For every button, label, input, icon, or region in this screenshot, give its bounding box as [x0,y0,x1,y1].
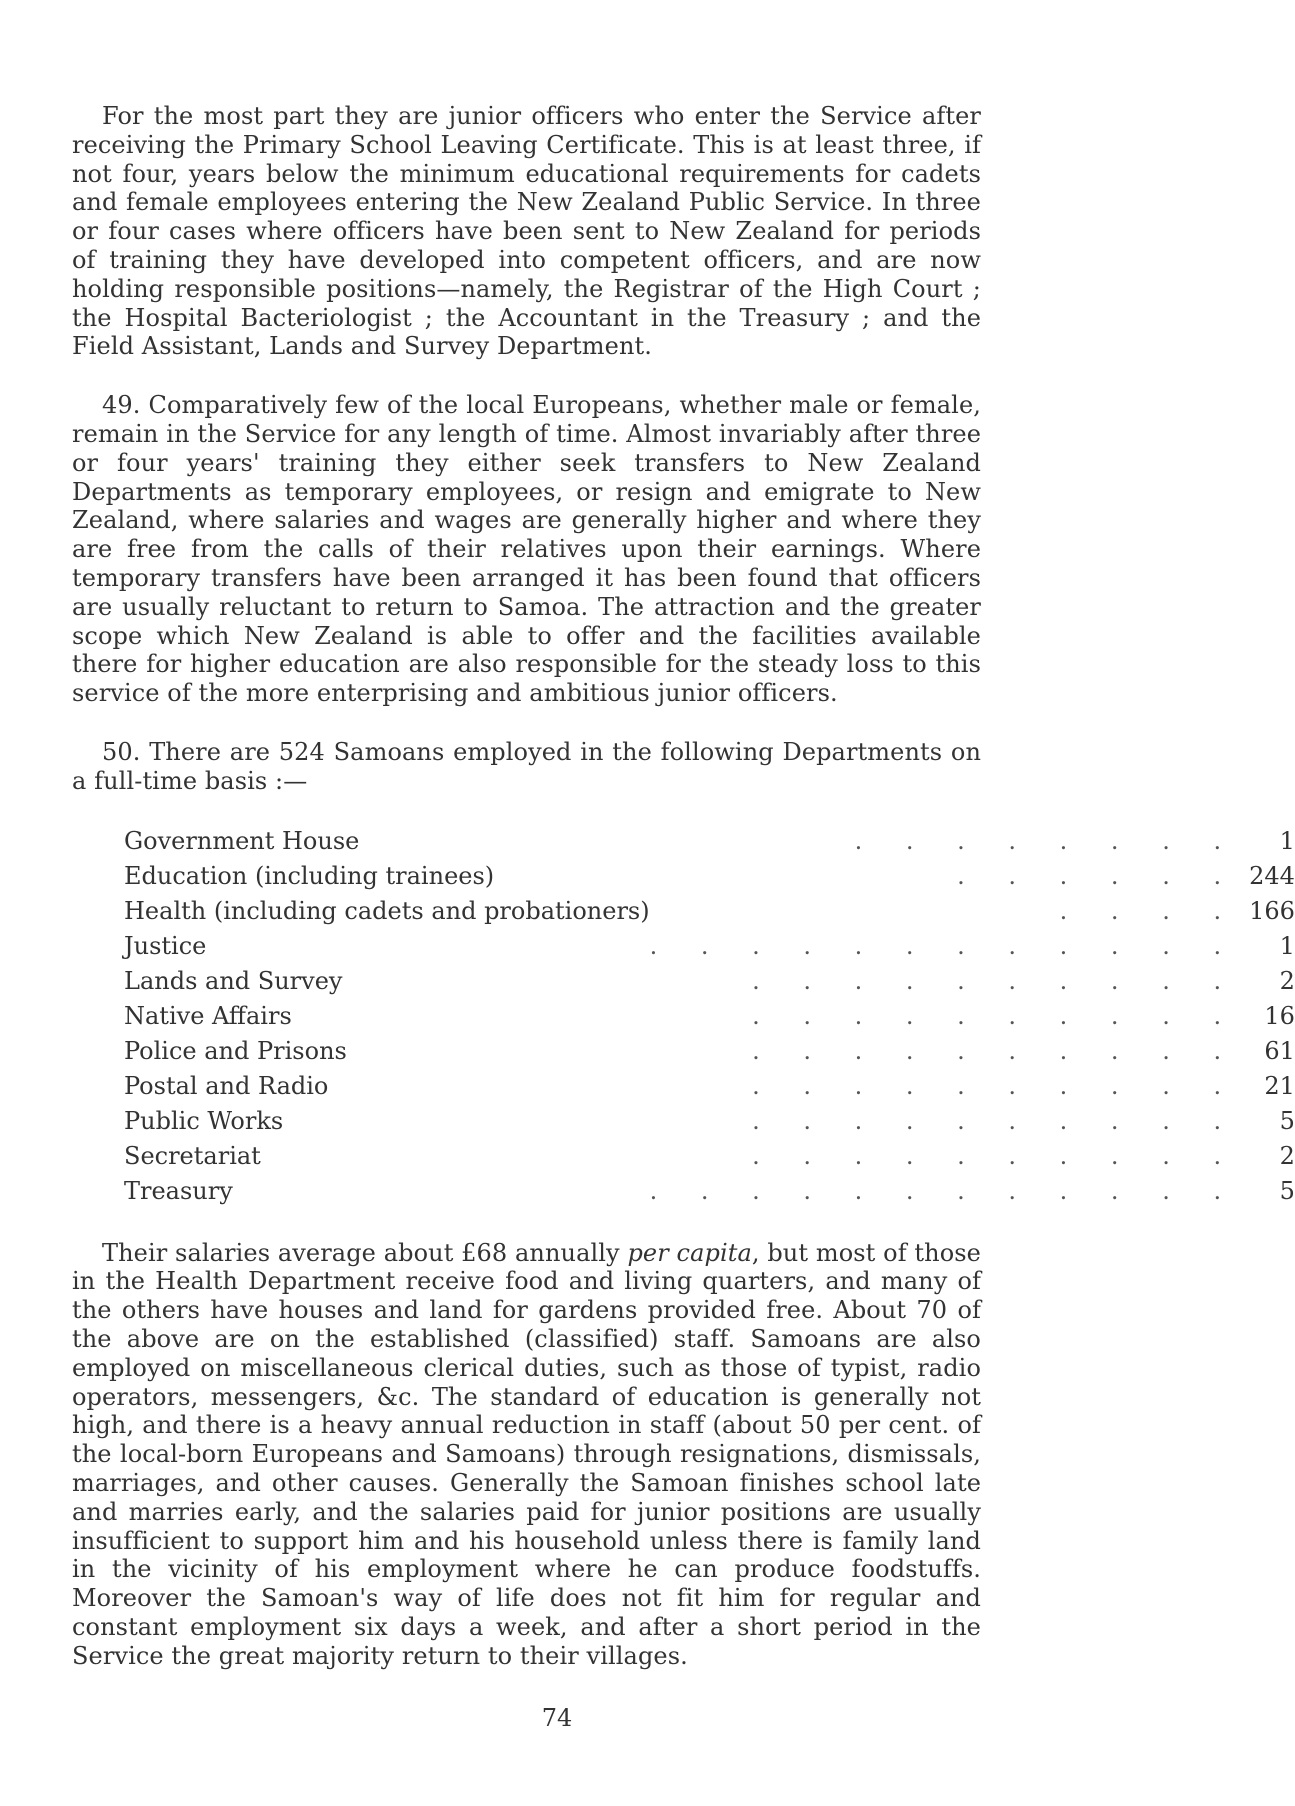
leader-dots: . . . . . . . . [854,827,1240,856]
paragraph-49: 49. Comparatively few of the local Europeans, whether male or female, remain in the Service for any length of time. Almost invariably after three or four years' training they either seek transfers to New Zealand Departments as temporary employees, or resign and emigrate to New Zealand, where salaries and wages are generally higher and where they are free from the calls of their relatives upon their earnings. Where temporary transfers have been arranged it has been found that officers are usually reluctant to return to Samoa. The attraction and the greater scope which New Zealand is able to offer and the facilities available there for higher education are also responsible for the steady loss to this service of the more enterprising and ambitious junior officers. [72,391,981,708]
department-count: 16 [1264,1002,1295,1031]
table-row [124,964,1295,999]
table-row [124,894,1295,929]
leader-dots: . . . . . . . . . . [752,1072,1240,1101]
leader-dots: . . . . . . . . . . . . [649,932,1240,961]
leader-dots: . . . . . . . . . . [752,1002,1240,1031]
paragraph-gap [72,708,981,738]
paragraph-gap [72,1209,981,1239]
department-name: Health (including cadets and probationers) [124,897,650,926]
leader-dots: . . . . . . . . . . . . [649,1177,1240,1206]
paragraph-gap [72,796,981,824]
department-name: Lands and Survey [124,967,343,996]
table-row [124,929,1295,964]
departments-table [124,824,1295,1209]
department-name: Postal and Radio [124,1072,329,1101]
page-number: 74 [541,1704,573,1732]
department-count: 2 [1279,1142,1295,1171]
department-count: 21 [1264,1072,1295,1101]
department-count: 166 [1249,897,1295,926]
table-row [124,1139,1295,1174]
department-name: Government House [124,827,360,856]
paragraph-officers: For the most part they are junior officers who enter the Service after receiving the Primary School Leaving Certificate. This is at least three, if not four, years below the minimum educational requirements for cadets and female employees entering the New Zealand Public Service. In three or four cases where officers have been sent to New Zealand for periods of training they have developed into competent officers, and are now holding responsible positions—namely, the Registrar of the High Court ; the Hospital Bacteriologist ; the Accountant in the Treasury ; and the Field Assistant, Lands and Survey Department. [72,102,981,361]
table-row [124,1104,1295,1139]
salaries-text-end: , but most of those in the Health Department receive food and living quarters, and many of the others have houses and land for gardens provided free. About 70 of the above are on the established (classified) staff. Samoans are also employed on miscellaneous clerical duties, such as those of typist, radio operators, messengers, &c. The standard of education is generally not high, and there is a heavy annual reduction in staff (about 50 per cent. of the local-born Europeans and Samoans) through resignations, dismissals, marriages, and other causes. Generally the Samoan finishes school late and marries early, and the salaries paid for junior positions are usually insufficient to support him and his household unless there is family land in the vicinity of his employment where he can produce foodstuffs. Moreover the Samoan's way of life does not fit him for regular and constant employment six days a week, and after a short period in the Service the great majority return to their villages. [72,1238,981,1670]
table-row [124,999,1295,1034]
leader-dots: . . . . . . [957,862,1240,891]
table-row [124,1034,1295,1069]
department-name: Secretariat [124,1142,261,1171]
department-count: 244 [1249,862,1295,891]
table-row [124,824,1295,859]
table-row [124,859,1295,894]
per-capita-italic: per capita [627,1238,752,1267]
department-name: Public Works [124,1107,284,1136]
department-name: Native Affairs [124,1002,292,1031]
document-page [72,102,1295,1670]
department-name: Police and Prisons [124,1037,347,1066]
paragraph-gap [72,361,981,391]
salaries-text-start: Their salaries average about £68 annually [102,1238,628,1267]
department-name: Justice [124,932,207,961]
leader-dots: . . . . . . . . . . [752,1107,1240,1136]
paragraph-salaries [72,1239,981,1671]
leader-dots: . . . . . . . . . . [752,1142,1240,1171]
department-count: 5 [1279,1177,1295,1206]
department-name: Treasury [124,1177,233,1206]
department-name: Education (including trainees) [124,862,495,891]
paragraph-50: 50. There are 524 Samoans employed in the following Departments on a full-time basis :— [72,737,981,795]
department-count: 61 [1264,1037,1295,1066]
leader-dots: . . . . . . . . . . [752,967,1240,996]
department-count: 5 [1279,1107,1295,1136]
department-count: 1 [1279,827,1295,856]
department-count: 2 [1279,967,1295,996]
department-count: 1 [1279,932,1295,961]
table-row [124,1069,1295,1104]
table-row [124,1174,1295,1209]
leader-dots: . . . . [1059,897,1240,926]
leader-dots: . . . . . . . . . . [752,1037,1240,1066]
